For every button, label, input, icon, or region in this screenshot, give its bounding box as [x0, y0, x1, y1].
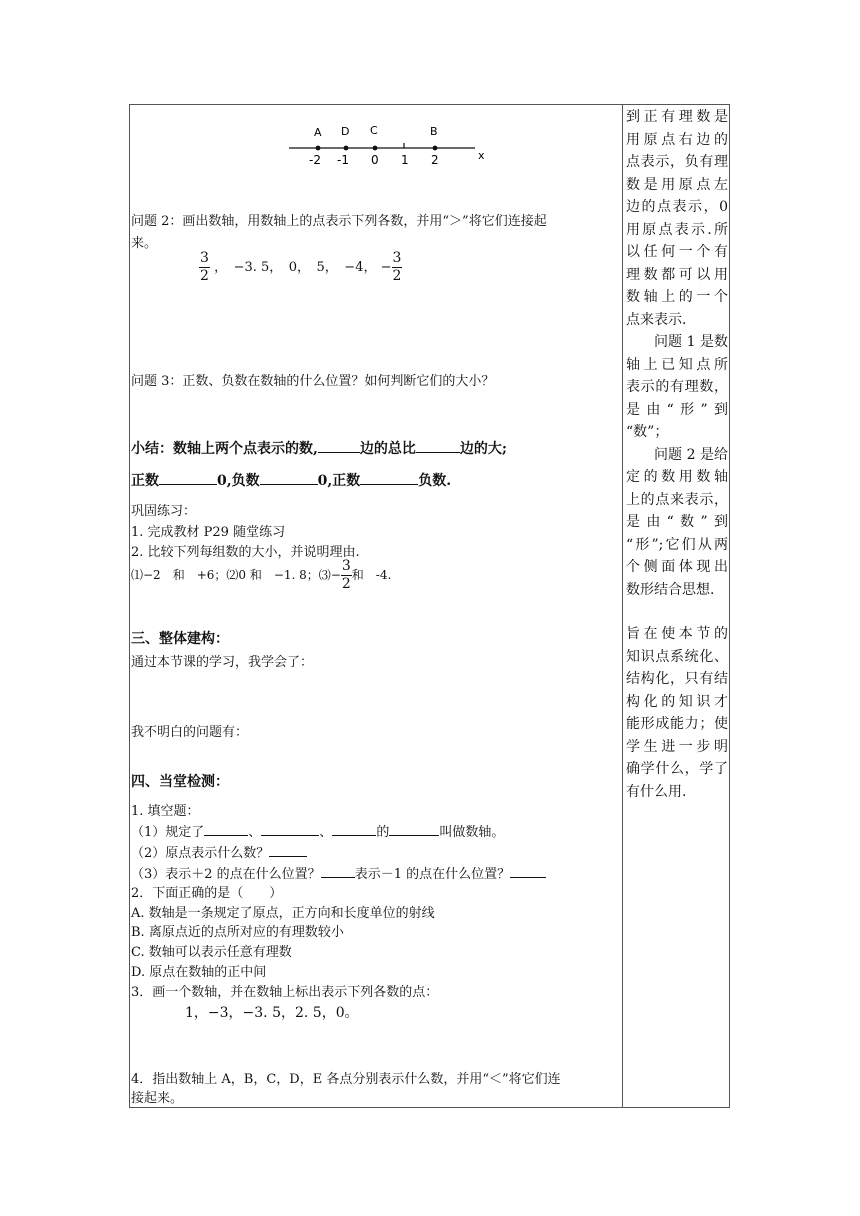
q2-values-row — [199, 250, 402, 285]
note-line: 能形成能力；使 — [626, 716, 728, 732]
note-line: 学生进一步明 — [626, 738, 728, 755]
note-line: “形”;它们从两 — [626, 536, 728, 553]
neg-sign: − — [380, 260, 392, 275]
q2-values: ， −3. 5， 0， 5， −4， — [214, 260, 377, 275]
tick-label-2: 2 — [431, 153, 439, 167]
label-b: B — [430, 125, 438, 138]
summary-line-1: 小结：数轴上两个点表示的数, 边的总比 边的大; — [131, 441, 508, 457]
note-line: 点来表示. — [626, 311, 687, 328]
note-line: 数是用原点左 — [626, 176, 728, 193]
note-line: 有什么用. — [626, 783, 687, 800]
section4-q1-1: （1）规定了 、 、 的 叫做数轴。 — [131, 821, 504, 840]
section4-q3: 3．画一个数轴，并在数轴上标出表示下列各数的点： — [131, 985, 439, 1000]
note-line: 点表示，负有理 — [626, 154, 728, 170]
practice-title: 巩固练习： — [131, 504, 197, 519]
note-line: 上的点来表示， — [626, 491, 728, 508]
note-line: 理数都可以用 — [626, 266, 728, 283]
option-c: C. 数轴可以表示任意有理数 — [131, 945, 292, 960]
note-line: 旨在使本节的 — [626, 626, 728, 642]
note-line: 问题 1 是数 — [654, 334, 728, 350]
note-line: 结构化，只有结 — [626, 671, 728, 687]
label-d: D — [341, 125, 350, 138]
point-b — [433, 146, 438, 151]
note-line: “数”； — [626, 424, 669, 440]
section3-unclear: 我不明白的问题有： — [131, 725, 249, 740]
section3-title: 三、整体建构： — [131, 631, 229, 647]
point-d — [344, 146, 349, 151]
section4-q1: 1. 填空题： — [131, 804, 200, 819]
tick-label-minus1: -1 — [337, 153, 349, 167]
note-line: 以任何一个有 — [626, 244, 728, 260]
note-line: 数轴上的一个 — [626, 289, 728, 305]
label-c: C — [370, 124, 378, 137]
note-line: 边的点表示，0 — [626, 199, 728, 215]
section4-q4-cont: 接起来。 — [131, 1091, 184, 1106]
option-b: B. 离原点近的点所对应的有理数较小 — [131, 925, 344, 940]
fraction-3-2-practice: $\frac{3}{2}$ — [341, 558, 351, 592]
note-line: 轴上已知点所 — [626, 356, 728, 373]
practice-item-1: 1. 完成教材 P29 随堂练习 — [131, 525, 286, 540]
axis-label: x — [478, 149, 485, 162]
section4-q2: 2．下面正确的是（ ） — [131, 886, 283, 901]
note-structure — [626, 623, 728, 803]
option-d: D. 原点在数轴的正中间 — [131, 965, 267, 980]
note-line: 问题 2 是给 — [654, 446, 728, 463]
section4-q1-2: （2）原点表示什么数？ — [131, 842, 307, 861]
note-line: 表示的有理数， — [626, 379, 728, 395]
tick-label-minus2: -2 — [309, 153, 321, 167]
section4-title: 四、当堂检测： — [131, 774, 229, 790]
notes-column — [626, 106, 728, 803]
note-line: 个侧面体现出 — [626, 559, 728, 575]
note-line: 用原点表示.所 — [626, 221, 728, 238]
note-question-1 — [626, 331, 728, 444]
summary-line-2: 正数 0,负数 0,正数 负数. — [131, 473, 452, 489]
label-a: A — [314, 126, 322, 139]
note-line: 知识点系统化、 — [626, 648, 728, 665]
fraction-3-2: $\frac{3}{2}$ — [200, 250, 209, 284]
section3-learned: 通过本节课的学习，我学会了： — [131, 655, 314, 670]
number-line-figure — [285, 118, 490, 170]
practice-item-3: ⑴−2 和 +6；⑵0 和 −1. 8；⑶− $\frac{3}{2}$ 和 -4. — [131, 558, 392, 592]
section4-q4: 4．指出数轴上 A，B，C，D，E 各点分别表示什么数，并用“＜”将它们连 — [131, 1072, 561, 1087]
section4-q1-3: （3）表示＋2 的点在什么位置？ 表示－1 的点在什么位置？ — [131, 863, 546, 882]
tick-label-1: 1 — [401, 153, 409, 167]
note-line: 构化的知识才 — [626, 693, 728, 710]
q3-text: 问题 3：正数、负数在数轴的什么位置？如何判断它们的大小？ — [131, 374, 495, 389]
note-positive-negative — [626, 106, 728, 331]
note-line: 定的数用数轴 — [626, 469, 728, 485]
section4-q3-values: 1，−3，−3. 5，2. 5，0。 — [185, 1005, 359, 1021]
note-line: 是由“数”到 — [626, 514, 728, 530]
column-divider — [622, 104, 623, 1108]
note-line: 确学什么，学了 — [626, 761, 728, 777]
note-line: 是由“形”到 — [626, 401, 728, 418]
note-line: 用原点右边的 — [626, 131, 728, 148]
practice-item-2: 2. 比较下列每组数的大小，并说明理由. — [131, 545, 360, 560]
tick-label-0: 0 — [371, 153, 379, 167]
point-a — [316, 146, 321, 151]
fraction-neg-3-2: $\frac{3}{2}$ — [392, 250, 402, 284]
note-line: 到正有理数是 — [626, 109, 728, 125]
q2-text: 问题 2：画出数轴，用数轴上的点表示下列各数，并用“＞”将它们连接起 — [131, 214, 547, 229]
note-question-2 — [626, 444, 728, 602]
point-c — [373, 146, 378, 151]
note-line: 数形结合思想. — [626, 581, 715, 598]
option-a: A. 数轴是一条规定了原点，正方向和长度单位的射线 — [131, 906, 435, 921]
q2-text-cont: 来。 — [131, 236, 158, 251]
